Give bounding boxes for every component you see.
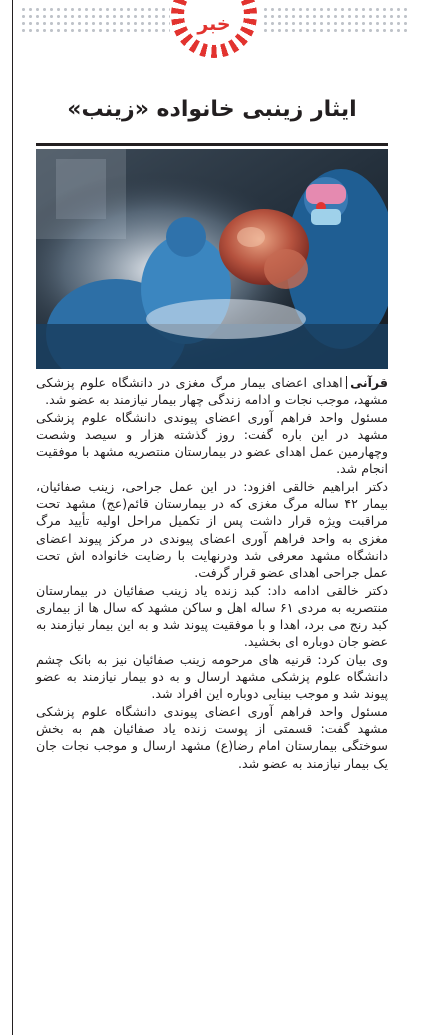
source-divider bbox=[346, 376, 348, 389]
surgery-photo-icon bbox=[36, 149, 388, 369]
article-paragraph: مسئول واحد فراهم آوری اعضای پیوندی دانشگاه علوم پزشکی مشهد در این باره گفت: روز گذشته هزار و سیصد وشصت وچهارمین عمل اهدای عضو در بیمارستان منتصریه مشهد با موفقیت انجام شد. bbox=[36, 409, 388, 477]
article-paragraph: دکتر خالقی ادامه داد: کبد زنده یاد زینب صفائیان در بیمارستان منتصریه به مردی ۶۱ ساله اهل و ساکن مشهد که سال ها از بیماری کبد رنج می برد، اهدا و با موفقیت پیوند شد و به این بیمار نیازمند به عضو جان دوباره ای بخشید. bbox=[36, 582, 388, 650]
source-label: قرآنی bbox=[350, 375, 388, 390]
headline: ایثار زینبی خانواده «زینب» bbox=[67, 97, 357, 122]
article-paragraph bbox=[36, 374, 388, 409]
surgery-photo bbox=[36, 149, 388, 369]
article-paragraph: دکتر ابراهیم خالقی افزود: در این عمل جراحی، زینب صفائیان، بیمار ۴۲ ساله مرگ مغزی که در بیمارستان قائم(عج) مشهد تحت مراقبت ویژه قرار داشت پس از تکمیل مراحل اولیه تأیید مرگ مغزی به واحد فراهم آوری اعضای پیوندی در مرکز پیوند اعضای دانشگاه مشهد معرفی شد ودرنهایت با رضایت خانواده اش تحت عمل جراحی اهدای عضو قرار گرفت. bbox=[36, 478, 389, 581]
dot-pattern-right bbox=[262, 6, 410, 32]
column-divider bbox=[12, 0, 13, 1035]
section-badge bbox=[171, 0, 257, 58]
section-badge-inner bbox=[184, 0, 244, 45]
article-body bbox=[36, 374, 388, 772]
article-paragraph: وی بیان کرد: قرنیه های مرحومه زینب صفائیان نیز به بانک چشم دانشگاه علوم پزشکی مشهد ارسال و به دو بیمار نیازمند به عضو پیوند شد و موجب بینایی دوباره این افراد شد. bbox=[36, 651, 388, 702]
dot-pattern-left bbox=[20, 6, 170, 32]
section-label: خبر bbox=[197, 13, 231, 35]
article-paragraph: مسئول واحد فراهم آوری اعضای پیوندی دانشگاه علوم پزشکی مشهد گفت: قسمتی از پوست زنده یاد صفائیان هم به بخش سوختگی بیمارستان امام رضا(ع) مشهد ارسال و موجب نجات جان یک بیمار نیازمند به عضو شد. bbox=[36, 703, 388, 771]
headline-rule bbox=[36, 143, 388, 146]
article-paragraph-text: اهدای اعضای بیمار مرگ مغزی در دانشگاه علوم پزشکی مشهد، موجب نجات و ادامه زندگی چهار بیمار نیازمند به عضو شد. bbox=[36, 375, 388, 408]
